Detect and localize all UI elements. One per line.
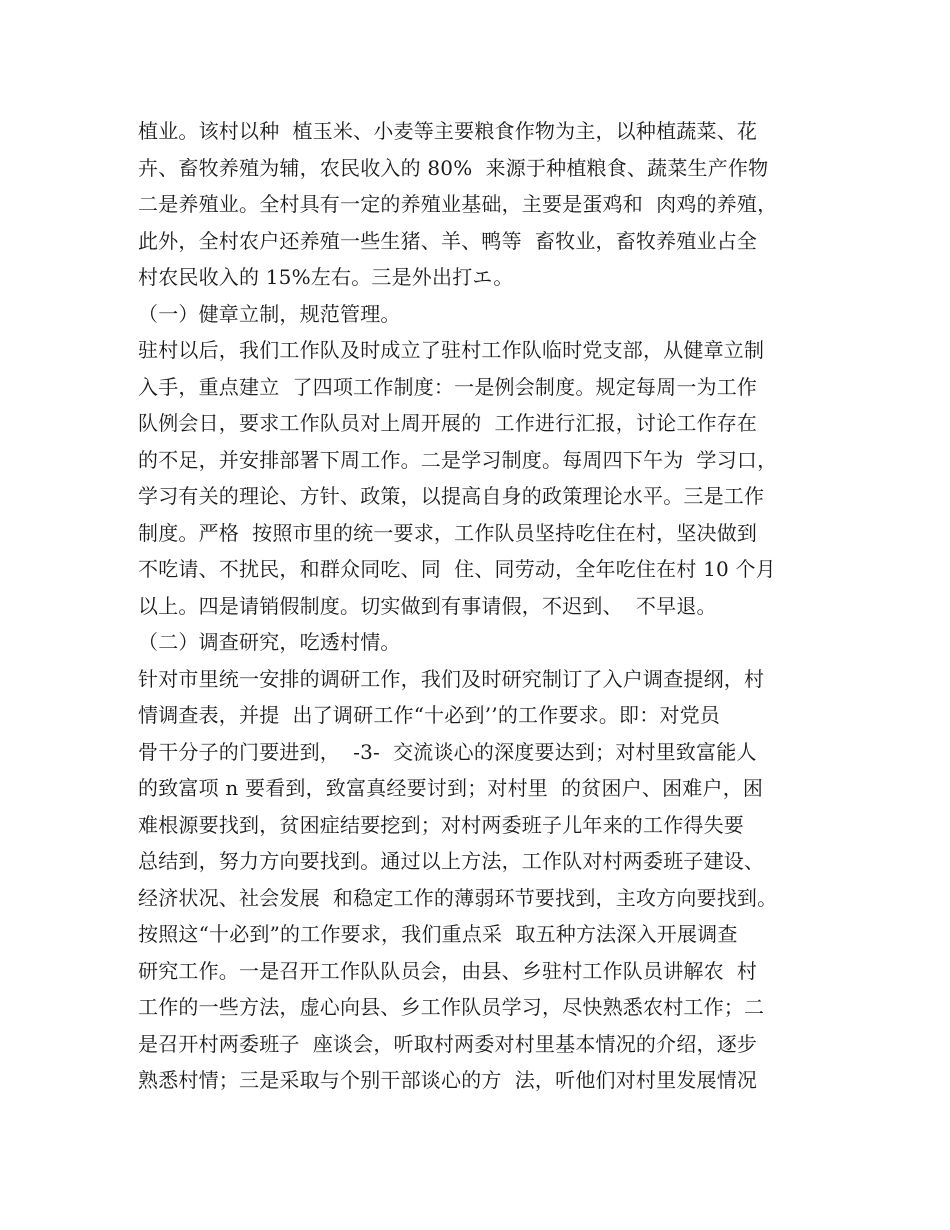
text-line: 针对市里统一安排的调研工作，我们及时研究制订了入户调查提纲，村 — [138, 666, 765, 691]
text-line: 是召开村两委班子 座谈会，听取村两委对村里基本情况的介绍，逐步 — [138, 1031, 758, 1056]
text-line: 情调查表，并提 出了调研工作“十必到’’的工作要求。即：对党员 — [138, 703, 721, 727]
text-line: 驻村以后，我们工作队及时成立了驻村工作队临时党支部，从健章立制 — [138, 338, 765, 362]
text-line: 植业。该村以种 植玉米、小麦等主要粮食作物为主，以种植蔬菜、花 — [138, 119, 758, 143]
text-line: 村农民收入的 15%左右。三是外出打エ。 — [138, 265, 514, 289]
text-line: 经济状况、社会发展 和稳定工作的薄弱环节要找到，主攻方向要找到。 — [138, 885, 778, 910]
text-line: 此外，全村农户还养殖一些生猪、羊、鸭等 畜牧业，畜牧养殖业占全 — [138, 228, 758, 253]
body-text — [138, 113, 838, 1099]
text-line: 总结到，努力方向要找到。通过以上方法，工作队对村两委班子建设、 — [138, 849, 765, 873]
text-line: 骨干分子的门要进到， -3- 交流谈心的深度要达到；对村里致富能人 — [138, 739, 757, 764]
text-line: 以上。四是请销假制度。切实做到有事请假，不迟到、 不早退。 — [138, 593, 717, 618]
text-line: 制度。严格 按照市里的统一要求，工作队员坚持吃住在村，坚决做到 — [138, 520, 758, 545]
text-line: 二是养殖业。全村具有一定的养殖业基础，主要是蛋鸡和 肉鸡的养殖， — [138, 192, 778, 216]
section-heading: （一）健章立制，规范管理。 — [138, 301, 401, 326]
text-line: 按照这“十必到”的工作要求，我们重点采 取五种方法深入开展调查 — [138, 922, 738, 946]
text-line: 熟悉村情；三是采取与个别干部谈心的方 法，听他们对村里发展情况 — [138, 1068, 758, 1092]
text-line: 工作的一些方法，虚心向县、乡工作队员学习，尽快熟悉农村工作；二 — [138, 995, 765, 1019]
text-line: 的不足，并安排部署下周工作。二是学习制度。每周四下午为 学习口， — [138, 447, 778, 472]
text-line: 入手，重点建立 了四项工作制度：一是例会制度。规定每周一为工作 — [138, 374, 758, 399]
text-line: 不吃请、不扰民，和群众同吃、同 住、同劳动，全年吃住在村 10 个月 — [138, 557, 776, 581]
section-heading: （二）调查研究，吃透村情。 — [138, 630, 401, 654]
text-line: 队例会日，要求工作队员对上周开展的 工作进行汇报，讨论工作存在 — [138, 411, 758, 435]
text-line: 的致富项 n 要看到，致富真经要讨到；对村里 的贫困户、困难户，困 — [138, 776, 764, 800]
text-line: 学习有关的理论、方针、政策，以提高自身的政策理论水平。三是工作 — [138, 484, 765, 508]
text-line: 卉、畜牧养殖为辅，农民收入的 80% 来源于种植粮食、蔬菜生产作物 — [138, 155, 769, 180]
text-line: 研究工作。一是召开工作队队员会，由县、乡驻村工作队员讲解农 村 — [138, 958, 758, 983]
text-line: 难根源要找到，贫困症结要挖到；对村两委班子儿年来的工作得失要 — [138, 812, 744, 837]
